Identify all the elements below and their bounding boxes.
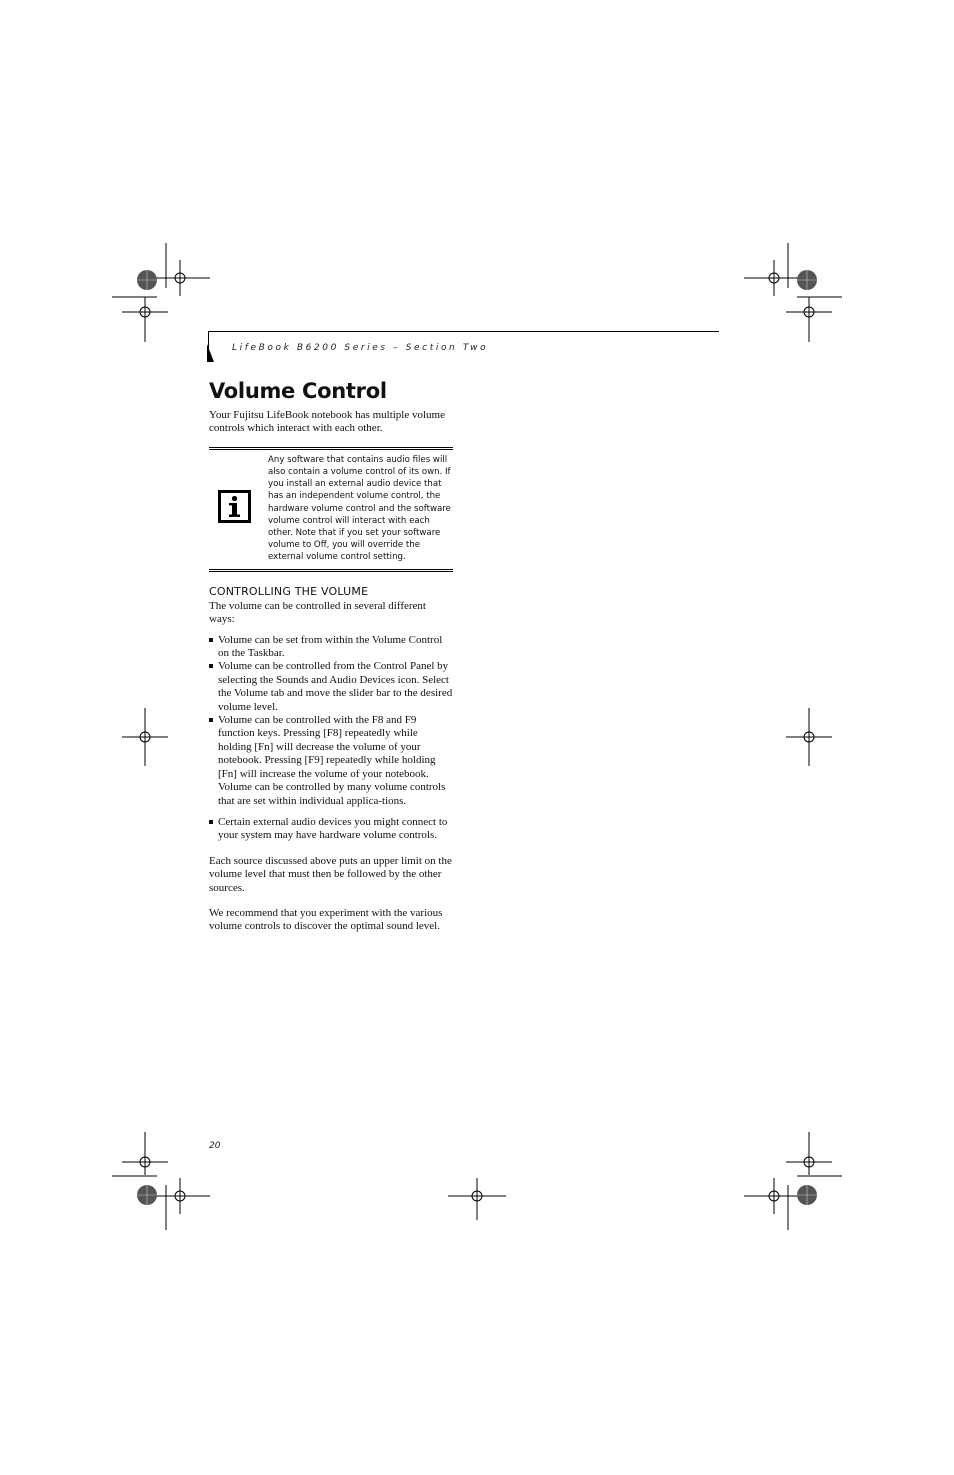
header-wedge [207, 344, 214, 362]
note-text: Any software that contains audio files will also contain a volume control of its own. If you install an external audio device that has an independent volume control, the hardware volume control and the software volume control will interact with each other. Note that if you set your software volume to Off, you will override the external volume control setting. [268, 454, 451, 563]
note-box [209, 447, 453, 572]
bullet-marker [209, 638, 213, 642]
page-number: 20 [209, 1141, 221, 1151]
bullet-list [209, 634, 453, 843]
section-lead: The volume can be controlled in several different ways: [209, 599, 426, 626]
list-item [209, 816, 453, 843]
bullet-marker [209, 664, 213, 668]
list-item [209, 660, 453, 714]
list-item [209, 714, 453, 808]
header-rule [208, 331, 719, 332]
body-paragraph: Each source discussed above puts an upper limit on the volume level that must then be followed by the other sources. [209, 854, 452, 894]
section-heading: CONTROLLING THE VOLUME [209, 584, 369, 598]
running-head: LifeBook B6200 Series – Section Two [232, 343, 489, 353]
list-item-text: Certain external audio devices you might connect to your system may have hardware volume controls. [218, 815, 448, 842]
intro-paragraph: Your Fujitsu LifeBook notebook has multiple volume controls which interact with each other. [209, 409, 445, 435]
list-item [209, 634, 453, 661]
main-column [209, 375, 453, 934]
list-item-text: Volume can be set from within the Volume Control on the Taskbar. [218, 633, 443, 660]
bullet-marker [209, 718, 213, 722]
info-icon [218, 490, 251, 523]
body-paragraph: We recommend that you experiment with the various volume controls to discover the optimal sound level. [209, 906, 443, 933]
bullet-marker [209, 820, 213, 824]
list-item-text: Volume can be controlled from the Control Panel by selecting the Sounds and Audio Devices icon. Select the Volume tab and move the slider bar to the desired volume level. [218, 660, 453, 713]
list-item-text: Volume can be controlled with the F8 and F9 function keys. Pressing [F8] repeatedly while holding [Fn] will decrease the volume of your notebook. Pressing [F9] repeatedly while holding [Fn] will increase the volume of your notebook. Volume can be controlled by many volume controls that are set within individual applica-tions. [218, 714, 446, 807]
page-title: Volume Control [209, 379, 387, 403]
